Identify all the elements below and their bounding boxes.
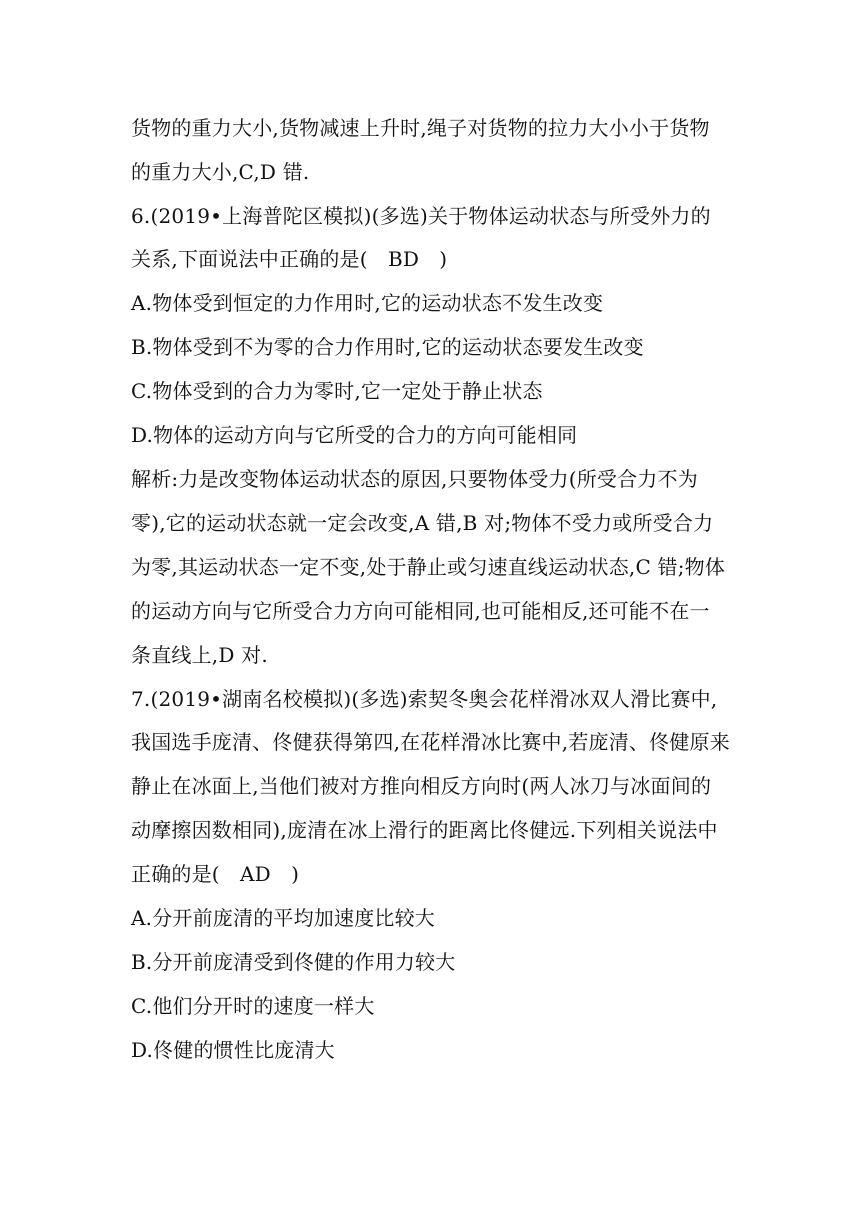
- text-line: 货物的重力大小,货物减速上升时,绳子对货物的拉力大小小于货物: [131, 116, 710, 140]
- question-7-option-a: A.分开前庞清的平均加速度比较大: [131, 906, 436, 930]
- question-7-stem: 动摩擦因数相同),庞清在冰上滑行的距离比佟健远.下列相关说法中: [131, 818, 718, 842]
- question-7-stem: 静止在冰面上,当他们被对方推向相反方向时(两人冰刀与冰面间的: [131, 774, 712, 798]
- question-6-option-c: C.物体受到的合力为零时,它一定处于静止状态: [131, 379, 543, 403]
- question-6-analysis: 的运动方向与它所受合力方向可能相同,也可能相反,还可能不在一: [131, 599, 710, 623]
- text-line: 的重力大小,C,D 错.: [131, 160, 310, 184]
- question-6-stem: 6.(2019•上海普陀区模拟)(多选)关于物体运动状态与所受外力的: [131, 204, 711, 228]
- question-6-option-b: B.物体受到不为零的合力作用时,它的运动状态要发生改变: [131, 335, 644, 359]
- question-6-analysis: 为零,其运动状态一定不变,处于静止或匀速直线运动状态,C 错;物体: [131, 555, 726, 579]
- question-7-stem: 我国选手庞清、佟健获得第四,在花样滑冰比赛中,若庞清、佟健原来: [131, 730, 730, 754]
- question-7-option-b: B.分开前庞清受到佟健的作用力较大: [131, 950, 456, 974]
- question-7-option-d: D.佟健的惯性比庞清大: [131, 1038, 335, 1062]
- question-6-analysis: 条直线上,D 对.: [131, 643, 268, 667]
- question-6-analysis: 零),它的运动状态就一定会改变,A 错,B 对;物体不受力或所受合力: [131, 511, 714, 535]
- question-6-option-d: D.物体的运动方向与它所受的合力的方向可能相同: [131, 423, 578, 447]
- question-7-option-c: C.他们分开时的速度一样大: [131, 994, 375, 1018]
- question-7-stem: 正确的是( AD ): [131, 862, 300, 886]
- question-6-option-a: A.物体受到恒定的力作用时,它的运动状态不发生改变: [131, 291, 604, 315]
- question-6-stem: 关系,下面说法中正确的是( BD ): [131, 247, 448, 271]
- question-6-analysis: 解析:力是改变物体运动状态的原因,只要物体受力(所受合力不为: [131, 467, 698, 491]
- question-7-stem: 7.(2019•湖南名校模拟)(多选)索契冬奥会花样滑冰双人滑比赛中,: [131, 687, 718, 711]
